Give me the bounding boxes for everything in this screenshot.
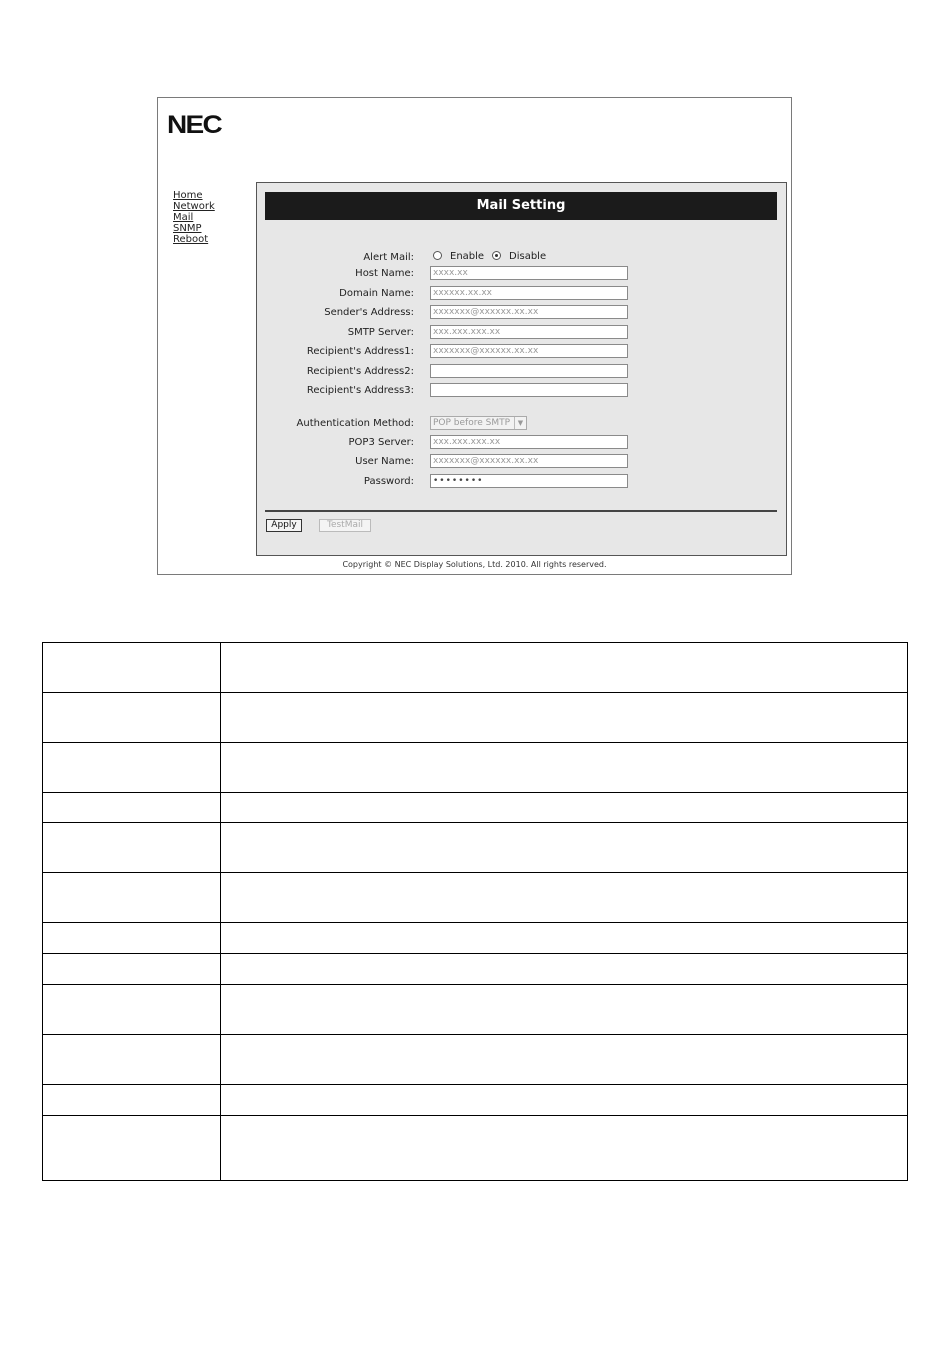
smtp-server-row [257,325,786,341]
table-row [43,1085,908,1116]
table-cell [43,954,221,985]
table-row [43,923,908,954]
recipient-address2-row [257,364,786,380]
auth-method-select[interactable] [430,416,527,430]
recipient-address3-row [257,383,786,399]
pop3-server-row [257,435,786,451]
password-input[interactable]: •••••••• [430,474,628,488]
table-cell [43,1116,221,1181]
nav-link-mail[interactable]: Mail [173,212,194,223]
side-nav [173,190,215,245]
nec-logo: NEC [167,111,222,139]
table-row [43,954,908,985]
auth-method-row [257,416,786,432]
user-name-label: User Name: [355,456,414,467]
domain-name-label: Domain Name: [339,288,414,299]
smtp-server-label: SMTP Server: [347,327,414,338]
table-cell [221,743,908,793]
table-cell [43,873,221,923]
nav-link-snmp[interactable]: SNMP [173,223,202,234]
disable-label: Disable [509,251,547,262]
nav-link-reboot[interactable]: Reboot [173,234,209,245]
table-row [43,693,908,743]
table-cell [221,985,908,1035]
recipient-address2-label: Recipient's Address2: [306,366,414,377]
pop3-server-input[interactable]: xxx.xxx.xxx.xx [430,435,628,449]
table-cell [221,1116,908,1181]
table-row [43,873,908,923]
table-cell [43,1035,221,1085]
senders-address-input[interactable]: xxxxxxx@xxxxxx.xx.xx [430,305,628,319]
alert-mail-label: Alert Mail: [363,252,414,263]
auth-method-value: POP before SMTP [433,418,511,428]
table-cell [221,1035,908,1085]
table-row [43,1035,908,1085]
table-row [43,1116,908,1181]
table-cell [221,923,908,954]
table-row [43,743,908,793]
auth-method-label: Authentication Method: [296,418,414,429]
table-cell [43,643,221,693]
disable-radio[interactable] [492,251,501,260]
recipient-address1-input[interactable]: xxxxxxx@xxxxxx.xx.xx [430,344,628,358]
password-row [257,474,786,490]
table-row [43,823,908,873]
senders-address-label: Sender's Address: [324,307,414,318]
recipient-address3-label: Recipient's Address3: [306,385,414,396]
table-row [43,985,908,1035]
smtp-server-input[interactable]: xxx.xxx.xxx.xx [430,325,628,339]
panel-title: Mail Setting [265,192,777,220]
table-cell [43,743,221,793]
host-name-row [257,266,786,282]
mail-setting-panel [256,182,787,556]
apply-button[interactable]: Apply [266,519,302,532]
table-cell [43,693,221,743]
pop3-server-label: POP3 Server: [348,437,414,448]
user-name-input[interactable]: xxxxxxx@xxxxxx.xx.xx [430,454,628,468]
table-cell [43,1085,221,1116]
divider [265,510,777,512]
recipient-address3-input[interactable] [430,383,628,397]
table-row [43,643,908,693]
table-cell [221,643,908,693]
table-cell [43,985,221,1035]
domain-name-input[interactable]: xxxxxx.xx.xx [430,286,628,300]
recipient-address2-input[interactable] [430,364,628,378]
alert-mail-row [257,250,786,266]
table-cell [221,873,908,923]
user-name-row [257,454,786,470]
enable-label: Enable [450,251,485,262]
description-table [42,642,908,1181]
senders-address-row [257,305,786,321]
browser-screenshot [157,97,792,575]
table-cell [221,823,908,873]
chevron-down-icon: ▼ [514,417,526,429]
host-name-label: Host Name: [355,268,414,279]
table-cell [221,1085,908,1116]
host-name-input[interactable]: xxxx.xx [430,266,628,280]
testmail-button[interactable]: TestMail [319,519,371,532]
domain-name-row [257,286,786,302]
table-cell [221,954,908,985]
table-cell [43,823,221,873]
nav-link-home[interactable]: Home [173,190,203,201]
table-cell [221,693,908,743]
recipient-address1-label: Recipient's Address1: [306,346,414,357]
enable-radio[interactable] [433,251,442,260]
table-row [43,793,908,823]
table-cell [43,923,221,954]
copyright-text: Copyright © NEC Display Solutions, Ltd. 2010. All rights reserved. [342,560,607,569]
table-cell [221,793,908,823]
table-cell [43,793,221,823]
recipient-address1-row [257,344,786,360]
password-label: Password: [363,476,414,487]
nav-link-network[interactable]: Network [173,201,215,212]
